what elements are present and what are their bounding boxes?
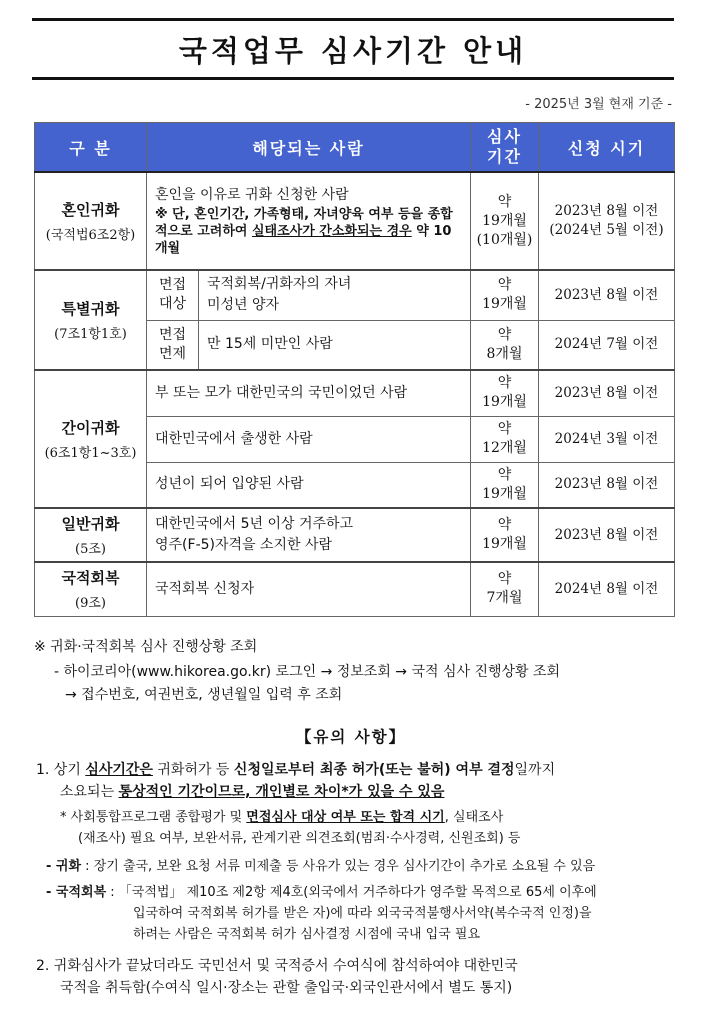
duration-cell: 약 19개월 bbox=[471, 508, 539, 562]
header-duration: 심사 기간 bbox=[471, 123, 539, 173]
apply-cell: 2024년 8월 이전 bbox=[539, 562, 675, 616]
header-who: 해당되는 사람 bbox=[147, 123, 471, 173]
who-cell: 대한민국에서 5년 이상 거주하고 영주(F-5)자격을 소지한 사람 bbox=[147, 508, 471, 562]
table-row bbox=[35, 562, 675, 616]
note-restoration: - 국적회복 : 「국적법」 제10조 제2항 제4호(외국에서 거주하다가 영주할 목적으로 65세 이후에 입국하여 국적회복 허가를 받은 자)에 따라 외국국적불행사서약(복수국적 인정)을 하려는 사람은 국적회복 허가 심사결정 시점에 국내 입국 필요 bbox=[46, 885, 597, 942]
apply-cell: 2023년 8월 이전 bbox=[539, 270, 675, 320]
apply-cell: 2024년 7월 이전 bbox=[539, 320, 675, 370]
table-row bbox=[35, 370, 675, 416]
category-special: 특별귀화 (7조1항1호) bbox=[35, 270, 147, 370]
duration-cell: 약 8개월 bbox=[471, 320, 539, 370]
who-cell: 국적회복 신청자 bbox=[147, 562, 471, 616]
duration-cell: 약 19개월 bbox=[471, 270, 539, 320]
apply-cell: 2024년 3월 이전 bbox=[539, 416, 675, 462]
who-cell: 대한민국에서 출생한 사람 bbox=[147, 416, 471, 462]
duration-cell: 약 19개월 bbox=[471, 370, 539, 416]
page-title: 국적업무 심사기간 안내 bbox=[178, 33, 528, 68]
note-naturalization: - 귀화 : 장기 출국, 보완 요청 서류 미제출 등 사유가 있는 경우 심사기간이 추가로 소요될 수 있음 bbox=[46, 859, 596, 874]
table-row bbox=[35, 172, 675, 270]
category-restore: 국적회복 (9조) bbox=[35, 562, 147, 616]
note-2: 2. 귀화심사가 끝났더라도 국민선서 및 국적증서 수여식에 참석하여야 대한민국 국적을 취득함(수여식 일시·장소는 관할 출입국·외국인관서에서 별도 통지) bbox=[36, 958, 518, 996]
note-1: 1. 상기 심사기간은 귀화허가 등 신청일로부터 최종 허가(또는 불허) 여부 결정일까지 bbox=[36, 762, 556, 778]
category-marriage: 혼인귀화 (국적법6조2항) bbox=[35, 172, 147, 270]
note-asterisk: * 사회통합프로그램 종합평가 및 면접심사 대상 여부 또는 합격 시기, 실태조사 (재조사) 필요 여부, 보완서류, 관계기관 의견조회(범죄·수사경력, 신원조회) 등 bbox=[60, 810, 521, 846]
who-cell: 국적회복/귀화자의 자녀 미성년 양자 bbox=[199, 270, 471, 320]
title-box bbox=[32, 18, 674, 80]
category-simple: 간이귀화 (6조1항1~3호) bbox=[35, 370, 147, 508]
table-row bbox=[35, 508, 675, 562]
sub-category: 면접 면제 bbox=[147, 320, 199, 370]
date-note: - 2025년 3월 현재 기준 - bbox=[525, 97, 672, 112]
category-general: 일반귀화 (5조) bbox=[35, 508, 147, 562]
table-row bbox=[35, 270, 675, 320]
review-period-table bbox=[34, 122, 675, 617]
table-header-row bbox=[35, 123, 675, 173]
marriage-note: ※ 단, 혼인기간, 가족형태, 자녀양육 여부 등을 종합적으로 고려하여 실태조사가 간소화되는 경우 약 10개월 bbox=[155, 207, 453, 256]
duration-cell: 약 19개월 bbox=[471, 462, 539, 508]
apply-cell: 2023년 8월 이전 bbox=[539, 508, 675, 562]
who-cell: 부 또는 모가 대한민국의 국민이었던 사람 bbox=[147, 370, 471, 416]
who-cell: 성년이 되어 입양된 사람 bbox=[147, 462, 471, 508]
note-1-cont: 소요되는 통상적인 기간이므로, 개인별로 차이*가 있을 수 있음 bbox=[60, 784, 445, 800]
notes-heading: 【유의 사항】 bbox=[295, 728, 407, 746]
header-category: 구 분 bbox=[35, 123, 147, 173]
duration-cell: 약 12개월 bbox=[471, 416, 539, 462]
sub-category: 면접 대상 bbox=[147, 270, 199, 320]
duration-cell: 약 19개월 (10개월) bbox=[471, 172, 539, 270]
apply-cell: 2023년 8월 이전 (2024년 5월 이전) bbox=[539, 172, 675, 270]
apply-cell: 2023년 8월 이전 bbox=[539, 462, 675, 508]
inquiry-title: ※ 귀화·국적회복 심사 진행상황 조회 bbox=[34, 639, 258, 655]
inquiry-line-1: - 하이코리아(www.hikorea.go.kr) 로그인 → 정보조회 → 국적 심사 진행상황 조회 bbox=[54, 664, 561, 680]
who-marriage: 혼인을 이유로 귀화 신청한 사람 ※ 단, 혼인기간, 가족형태, 자녀양육 여부 등을 종합적으로 고려하여 실태조사가 간소화되는 경우 약 10개월 bbox=[147, 172, 471, 270]
inquiry-line-2: → 접수번호, 여권번호, 생년월일 입력 후 조회 bbox=[65, 687, 343, 703]
header-apply: 신청 시기 bbox=[539, 123, 675, 173]
who-cell: 만 15세 미만인 사람 bbox=[199, 320, 471, 370]
apply-cell: 2023년 8월 이전 bbox=[539, 370, 675, 416]
duration-cell: 약 7개월 bbox=[471, 562, 539, 616]
